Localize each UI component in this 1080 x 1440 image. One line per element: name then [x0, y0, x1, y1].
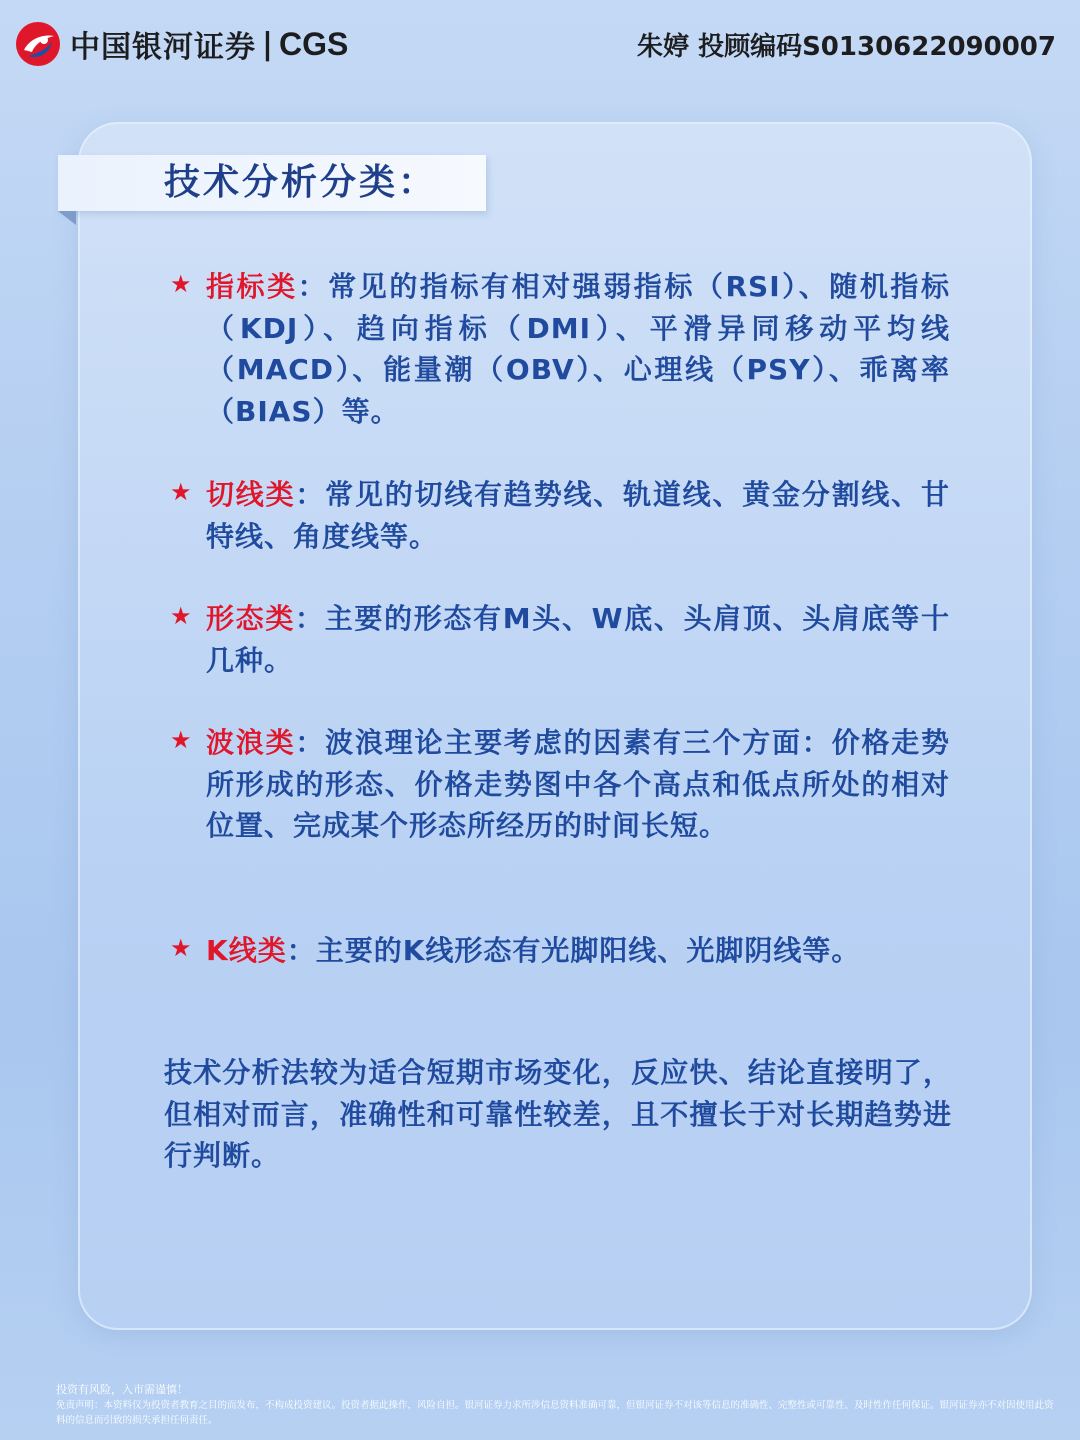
list-item-colon: ： — [295, 726, 326, 759]
star-icon: ★ — [170, 478, 192, 506]
brand-logo — [14, 20, 348, 68]
list-item-label: 波浪类 — [206, 726, 296, 759]
list-item-text — [206, 722, 950, 847]
list-item-text — [206, 474, 950, 557]
list-item — [170, 266, 950, 432]
list-item — [170, 474, 950, 557]
star-icon: ★ — [170, 602, 192, 630]
list-item-colon: ： — [286, 934, 316, 967]
list-item-label: 形态类 — [206, 602, 296, 635]
list-item-colon: ： — [295, 478, 326, 511]
list-item-label: K线类 — [206, 934, 287, 967]
brand-name-en: CGS — [278, 25, 349, 62]
list-item-text — [206, 266, 950, 432]
list-item-body: 常见的指标有相对强弱指标（RSI）、随机指标（KDJ）、趋向指标（DMI）、平滑异同移动平均线（MACD）、能量潮（OBV）、心理线（PSY）、乖离率（BIAS）等。 — [206, 270, 950, 428]
page-title: 技术分析分类： — [164, 162, 438, 203]
title-banner-fold — [58, 211, 76, 225]
list-item-body: 主要的形态有M头、W底、头肩顶、头肩底等十几种。 — [206, 602, 950, 677]
brand-name-cn: 中国银河证券 — [70, 30, 256, 65]
header — [0, 0, 1080, 90]
star-icon: ★ — [170, 270, 192, 298]
brand-separator: | — [262, 26, 273, 62]
list-item-colon: ： — [297, 270, 329, 303]
cgs-logo-icon — [14, 20, 62, 68]
star-icon: ★ — [170, 934, 192, 962]
list-item-label: 指标类 — [206, 270, 298, 303]
list-item-label: 切线类 — [206, 478, 296, 511]
list-item-text — [206, 930, 950, 972]
list-item-body: 主要的K线形态有光脚阳线、光脚阴线等。 — [315, 934, 861, 967]
list-item-text — [206, 598, 950, 681]
list-item-body: 常见的切线有趋势线、轨道线、黄金分割线、甘特线、角度线等。 — [206, 478, 950, 553]
disclaimer-text: 免责声明：本资料仅为投资者教育之目的而发布，不构成投资建议。投资者据此操作，风险自担。银河证券力求所涉信息资料准确可靠，但银河证券不对该等信息的准确性、完整性或可靠性、及时性作任何保证。银河证券亦不对因使用此资料的信息而引致的损失承担任何责任。 — [56, 1400, 1054, 1426]
star-icon: ★ — [170, 726, 192, 754]
summary-paragraph: 技术分析法较为适合短期市场变化，反应快、结论直接明了，但相对而言，准确性和可靠性较差，且不擅长于对长期趋势进行判断。 — [164, 1056, 952, 1172]
list-item — [170, 722, 950, 847]
list-item-body: 波浪理论主要考虑的因素有三个方面：价格走势所形成的形态、价格走势图中各个高点和低点所处的相对位置、完成某个形态所经历的时间长短。 — [206, 726, 950, 842]
footer — [56, 1382, 1056, 1428]
advisor-info: 朱婷 投顾编码S0130622090007 — [637, 32, 1056, 62]
list-item-colon: ： — [295, 602, 325, 635]
risk-warning: 投资有风险，入市需谨慎！ — [56, 1383, 188, 1396]
list-item — [170, 930, 950, 972]
list-item — [170, 598, 950, 681]
